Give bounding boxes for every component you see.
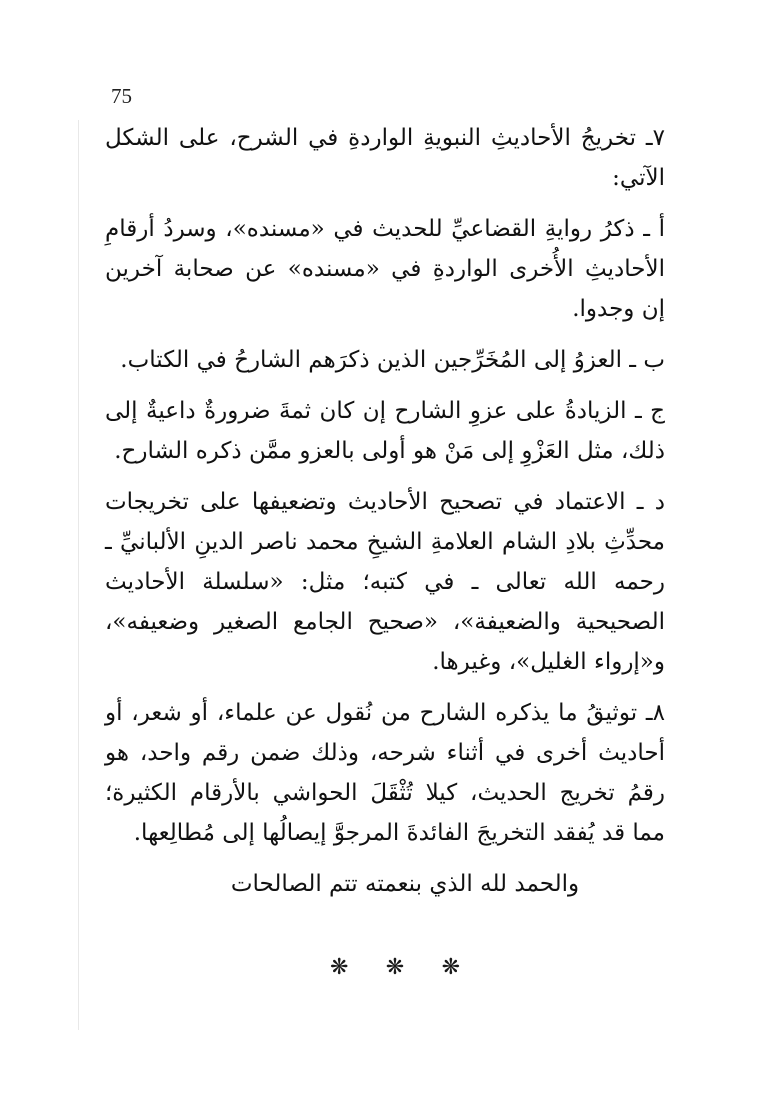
scan-edge-shadow (78, 120, 79, 1030)
paragraph-item-7: ٧ـ تخريجُ الأحاديثِ النبويةِ الواردةِ في الشرح، على الشكل الآتي: (105, 125, 665, 191)
asterism-star-icon: ❋ (441, 955, 460, 980)
paragraph-subitem-b: ب ـ العزوُ إلى المُخَرِّجين الذين ذكرَهم الشارحُ في الكتاب. (120, 347, 665, 373)
closing-line: والحمد لله الذي بنعمته تتم الصالحات (230, 871, 580, 897)
page-number: 75 (111, 84, 132, 108)
ornament-divider (330, 955, 460, 980)
asterism-star-icon: ❋ (330, 955, 349, 980)
paragraph-subitem-d: د ـ الاعتماد في تصحيح الأحاديث وتضعيفها على تخريجات محدِّثِ بلادِ الشام العلامةِ الشيخِ محمد ناصر الدينِ الألبانيِّ ـ رحمه الله تعالى ـ في كتبه؛ مثل: «سلسلة الأحاديث الصحيحية والضعيفة»، «صحيح الجامع الصغير وضعيفه»، و«إرواء الغليل»، وغيرها. (105, 489, 665, 675)
paragraph-item-8: ٨ـ توثيقُ ما يذكره الشارح من نُقول عن علماء، أو شعر، أو أحاديث أخرى في أثناء شرحه، وذلك ضمن رقم واحد، هو رقمُ تخريج الحديث، كيلا تُثْقَلَ الحواشي بالأرقام الكثيرة؛ مما قد يُفقد التخريجَ الفائدةَ المرجوَّ إيصالُها إلى مُطالِعها. (105, 700, 665, 846)
paragraph-subitem-a: أ ـ ذكرُ روايةِ القضاعيِّ للحديث في «مسنده»، وسردُ أرقامِ الأحاديثِ الأُخرى الواردةِ في «مسنده» عن صحابة آخرين إن وجدوا. (105, 216, 665, 322)
asterism-star-icon: ❋ (385, 955, 405, 980)
page-body (105, 118, 665, 904)
paragraph-subitem-c: ج ـ الزيادةُ على عزوِ الشارح إن كان ثمةَ ضرورةٌ داعيةٌ إلى ذلك، مثل العَزْوِ إلى مَنْ هو أولى بالعزو ممَّن ذكره الشارح. (105, 398, 665, 464)
